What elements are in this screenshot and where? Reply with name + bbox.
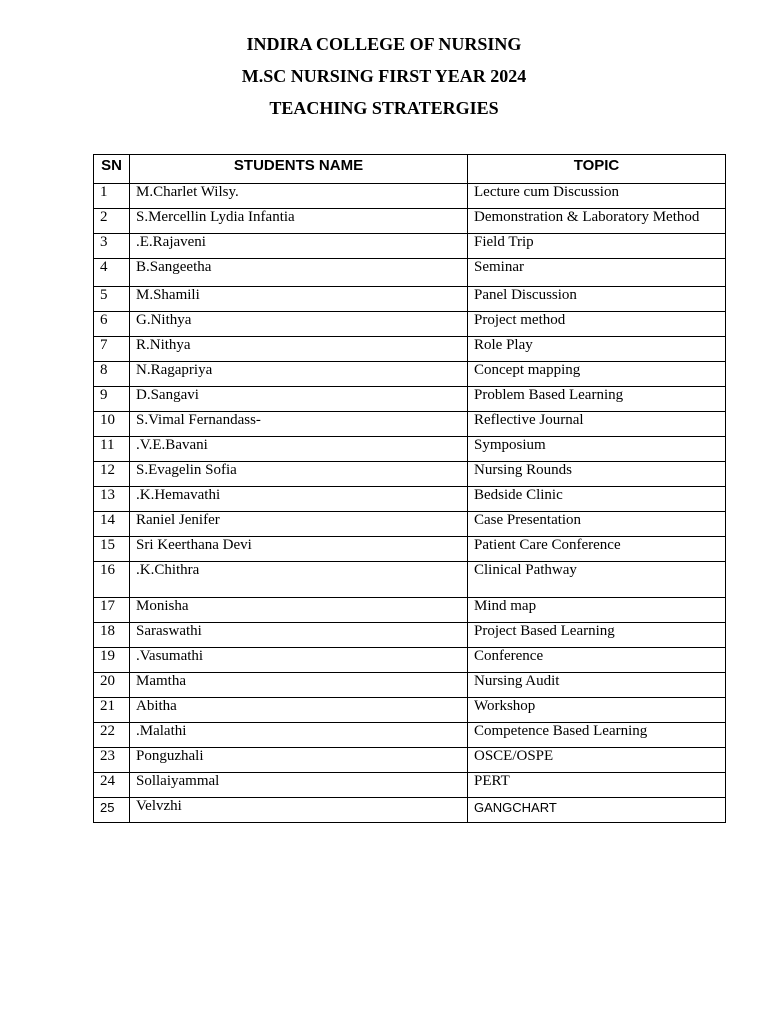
cell-topic: Case Presentation bbox=[468, 512, 726, 537]
cell-sn: 9 bbox=[94, 387, 130, 412]
cell-sn: 15 bbox=[94, 537, 130, 562]
cell-sn: 6 bbox=[94, 312, 130, 337]
college-name: INDIRA COLLEGE OF NURSING bbox=[246, 34, 522, 54]
cell-topic: Patient Care Conference bbox=[468, 537, 726, 562]
table-row bbox=[94, 234, 726, 259]
table-row bbox=[94, 362, 726, 387]
cell-topic: Mind map bbox=[468, 598, 726, 623]
cell-topic: Demonstration & Laboratory Method bbox=[468, 209, 726, 234]
cell-student-name: S.Mercellin Lydia Infantia bbox=[130, 209, 468, 234]
cell-sn: 18 bbox=[94, 623, 130, 648]
cell-student-name: G.Nithya bbox=[130, 312, 468, 337]
cell-student-name: N.Ragapriya bbox=[130, 362, 468, 387]
cell-sn: 5 bbox=[94, 287, 130, 312]
cell-sn: 21 bbox=[94, 698, 130, 723]
cell-student-name: .Vasumathi bbox=[130, 648, 468, 673]
cell-student-name: Raniel Jenifer bbox=[130, 512, 468, 537]
cell-topic: Nursing Rounds bbox=[468, 462, 726, 487]
cell-sn: 23 bbox=[94, 748, 130, 773]
cell-topic: Field Trip bbox=[468, 234, 726, 259]
cell-student-name: S.Vimal Fernandass- bbox=[130, 412, 468, 437]
cell-topic: Nursing Audit bbox=[468, 673, 726, 698]
cell-student-name: S.Evagelin Sofia bbox=[130, 462, 468, 487]
table-row bbox=[94, 209, 726, 234]
cell-topic: Role Play bbox=[468, 337, 726, 362]
table-row bbox=[94, 598, 726, 623]
cell-student-name: Monisha bbox=[130, 598, 468, 623]
teaching-strategies-table bbox=[93, 154, 726, 823]
cell-student-name: .K.Chithra bbox=[130, 562, 468, 598]
cell-topic: Project Based Learning bbox=[468, 623, 726, 648]
cell-topic: GANGCHART bbox=[468, 798, 726, 823]
cell-student-name: Ponguzhali bbox=[130, 748, 468, 773]
cell-sn: 14 bbox=[94, 512, 130, 537]
cell-student-name: R.Nithya bbox=[130, 337, 468, 362]
table-row bbox=[94, 337, 726, 362]
table-row bbox=[94, 287, 726, 312]
table-row bbox=[94, 312, 726, 337]
table-row bbox=[94, 387, 726, 412]
table-row bbox=[94, 698, 726, 723]
cell-topic: Symposium bbox=[468, 437, 726, 462]
table-row bbox=[94, 798, 726, 823]
cell-sn: 2 bbox=[94, 209, 130, 234]
cell-student-name: M.Shamili bbox=[130, 287, 468, 312]
cell-student-name: D.Sangavi bbox=[130, 387, 468, 412]
cell-student-name: .E.Rajaveni bbox=[130, 234, 468, 259]
cell-topic: Workshop bbox=[468, 698, 726, 723]
table-body bbox=[94, 184, 726, 823]
cell-topic: Bedside Clinic bbox=[468, 487, 726, 512]
cell-sn: 25 bbox=[94, 798, 130, 823]
cell-topic: Conference bbox=[468, 648, 726, 673]
cell-student-name: .K.Hemavathi bbox=[130, 487, 468, 512]
cell-sn: 20 bbox=[94, 673, 130, 698]
cell-topic: Reflective Journal bbox=[468, 412, 726, 437]
cell-sn: 12 bbox=[94, 462, 130, 487]
table-row bbox=[94, 748, 726, 773]
cell-topic: Concept mapping bbox=[468, 362, 726, 387]
cell-student-name: .V.E.Bavani bbox=[130, 437, 468, 462]
table-row bbox=[94, 512, 726, 537]
table-row bbox=[94, 487, 726, 512]
table-header-row bbox=[94, 155, 726, 184]
cell-topic: Clinical Pathway bbox=[468, 562, 726, 598]
table-row bbox=[94, 184, 726, 209]
column-header-topic: TOPIC bbox=[468, 155, 726, 184]
table-row bbox=[94, 623, 726, 648]
column-header-students-name: STUDENTS NAME bbox=[130, 155, 468, 184]
cell-sn: 3 bbox=[94, 234, 130, 259]
table-row bbox=[94, 537, 726, 562]
cell-sn: 11 bbox=[94, 437, 130, 462]
table-row bbox=[94, 673, 726, 698]
cell-sn: 22 bbox=[94, 723, 130, 748]
column-header-sn: SN bbox=[94, 155, 130, 184]
cell-student-name: Velvzhi bbox=[130, 798, 468, 823]
table-row bbox=[94, 412, 726, 437]
cell-sn: 8 bbox=[94, 362, 130, 387]
cell-student-name: Sri Keerthana Devi bbox=[130, 537, 468, 562]
table-row bbox=[94, 562, 726, 598]
cell-sn: 4 bbox=[94, 259, 130, 287]
cell-topic: OSCE/OSPE bbox=[468, 748, 726, 773]
cell-topic: Panel Discussion bbox=[468, 287, 726, 312]
cell-topic: Competence Based Learning bbox=[468, 723, 726, 748]
table-row bbox=[94, 648, 726, 673]
cell-sn: 17 bbox=[94, 598, 130, 623]
cell-sn: 16 bbox=[94, 562, 130, 598]
cell-student-name: Saraswathi bbox=[130, 623, 468, 648]
document-title: TEACHING STRATERGIES bbox=[269, 98, 499, 118]
cell-sn: 19 bbox=[94, 648, 130, 673]
cell-student-name: .Malathi bbox=[130, 723, 468, 748]
cell-student-name: Mamtha bbox=[130, 673, 468, 698]
table-row bbox=[94, 437, 726, 462]
course-title: M.SC NURSING FIRST YEAR 2024 bbox=[241, 66, 527, 86]
cell-topic: PERT bbox=[468, 773, 726, 798]
table-row bbox=[94, 462, 726, 487]
cell-sn: 7 bbox=[94, 337, 130, 362]
cell-sn: 1 bbox=[94, 184, 130, 209]
table-row bbox=[94, 723, 726, 748]
document-header bbox=[0, 31, 768, 127]
cell-topic: Lecture cum Discussion bbox=[468, 184, 726, 209]
cell-sn: 13 bbox=[94, 487, 130, 512]
cell-topic: Problem Based Learning bbox=[468, 387, 726, 412]
cell-student-name: Abitha bbox=[130, 698, 468, 723]
cell-sn: 24 bbox=[94, 773, 130, 798]
cell-student-name: M.Charlet Wilsy. bbox=[130, 184, 468, 209]
cell-student-name: Sollaiyammal bbox=[130, 773, 468, 798]
cell-topic: Project method bbox=[468, 312, 726, 337]
cell-student-name: B.Sangeetha bbox=[130, 259, 468, 287]
cell-sn: 10 bbox=[94, 412, 130, 437]
cell-topic: Seminar bbox=[468, 259, 726, 287]
table-row bbox=[94, 259, 726, 287]
table-row bbox=[94, 773, 726, 798]
